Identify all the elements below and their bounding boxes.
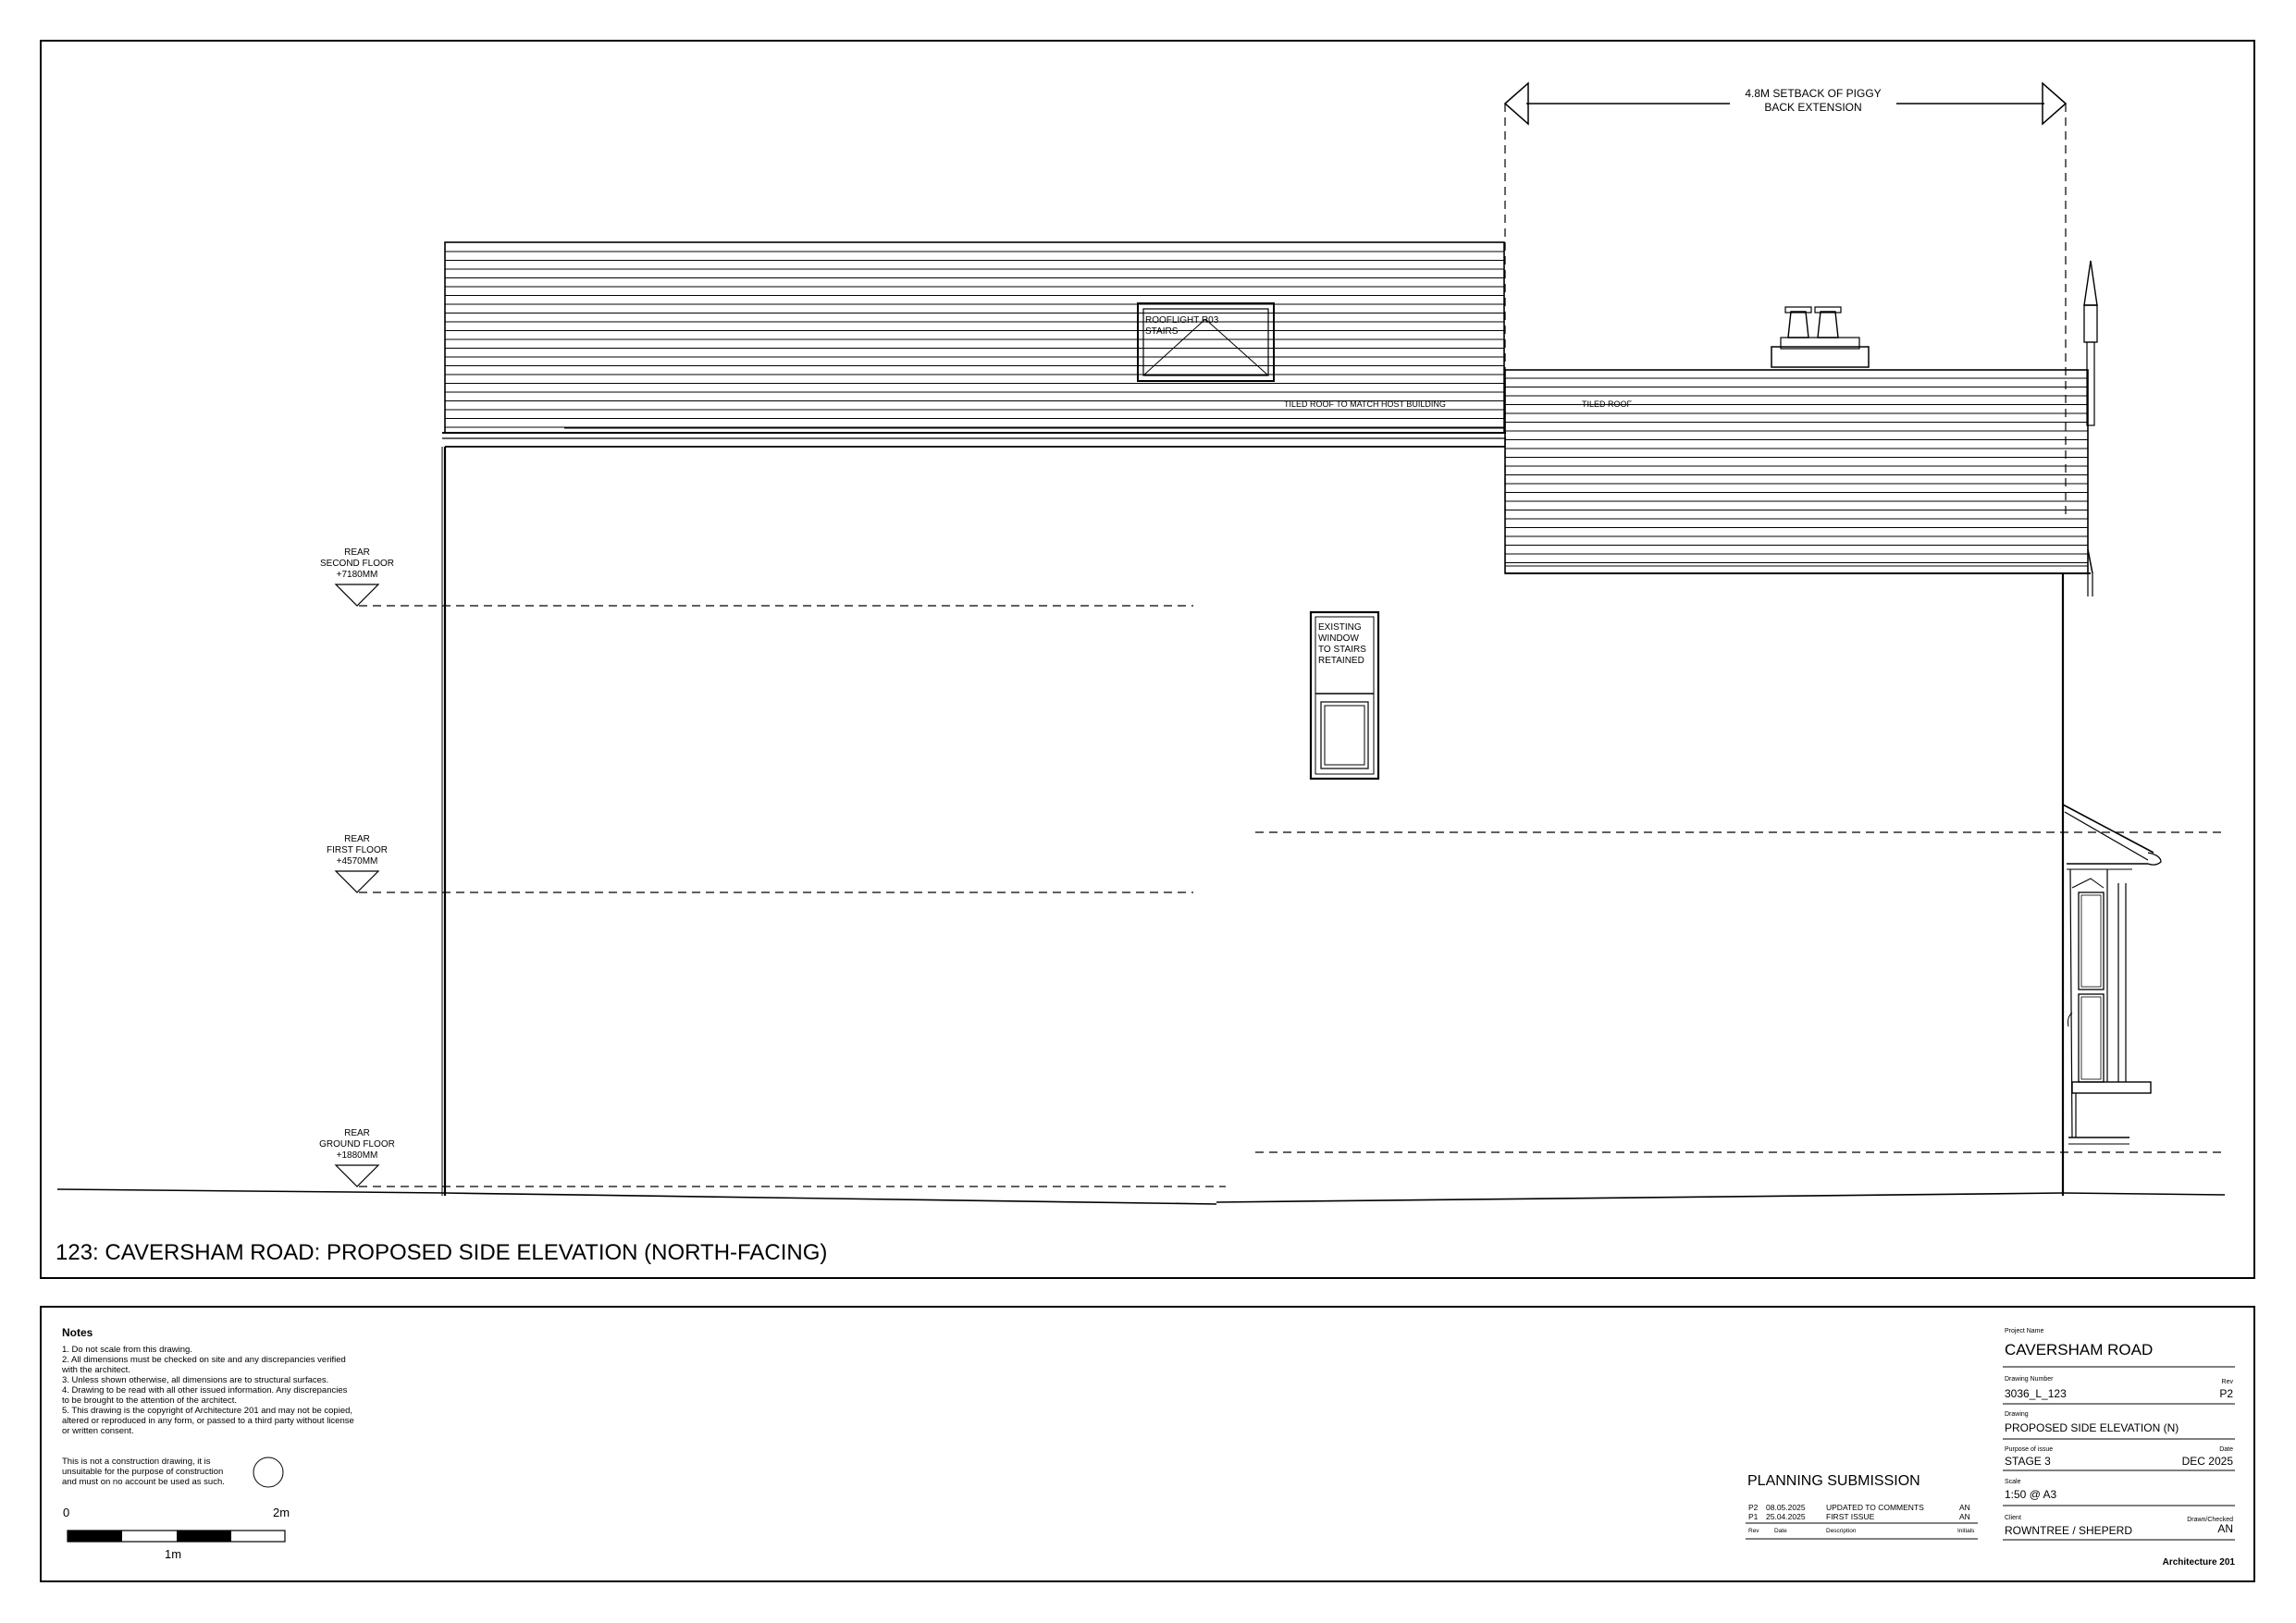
svg-text:Drawn/Checked: Drawn/Checked [2187,1517,2233,1523]
setback-dimension [1505,83,2066,518]
drawing-title: 123: CAVERSHAM ROAD: PROPOSED SIDE ELEVATION (NORTH-FACING) [56,1240,828,1265]
svg-text:08.05.2025: 08.05.2025 [1766,1503,1806,1512]
tiled-roof-host-label: TILED ROOF TO MATCH HOST BUILDING [1284,400,1446,409]
svg-text:UPDATED TO COMMENTS: UPDATED TO COMMENTS [1826,1503,1924,1512]
svg-text:2m: 2m [273,1506,290,1519]
drawing-name: PROPOSED SIDE ELEVATION (N) [2005,1421,2179,1434]
date-value: DEC 2025 [2181,1455,2233,1468]
svg-text:to be brought to the attention: to be brought to the attention of the architect. [62,1396,238,1406]
ground-line [57,1189,2225,1204]
client-value: ROWNTREE / SHEPERD [2005,1524,2133,1537]
revision-table [1746,1473,1978,1539]
svg-text:Date: Date [2219,1446,2233,1453]
svg-text:REAR: REAR [344,834,370,844]
svg-text:1m: 1m [165,1547,182,1561]
svg-text:FIRST FLOOR: FIRST FLOOR [327,845,388,855]
svg-text:Initials: Initials [1957,1528,1975,1534]
svg-text:25.04.2025: 25.04.2025 [1766,1512,1806,1521]
company-name: Architecture 201 [2162,1557,2235,1568]
finial [2084,261,2097,596]
warning-line-2: unsuitable for the purpose of construction [62,1467,224,1477]
host-roof [1284,370,2092,573]
svg-text:0: 0 [63,1506,70,1519]
svg-text:+1880MM: +1880MM [336,1150,378,1161]
status-label: PLANNING SUBMISSION [1747,1473,1920,1489]
title-strip-frame [41,1307,2254,1581]
rooflight-label-2: STAIRS [1145,326,1179,337]
svg-text:Description: Description [1826,1528,1857,1534]
setback-label-2: BACK EXTENSION [1764,101,1862,114]
project-name: CAVERSHAM ROAD [2005,1341,2154,1359]
svg-text:with the architect.: with the architect. [62,1365,130,1375]
svg-text:+4570MM: +4570MM [336,856,378,867]
svg-text:P2: P2 [1748,1503,1759,1512]
window-label-4: RETAINED [1318,656,1364,666]
rev-value: P2 [2219,1387,2233,1400]
svg-text:REAR: REAR [344,1128,370,1138]
svg-text:Scale: Scale [2005,1479,2021,1485]
drawing-frame [41,41,2254,1278]
svg-text:or written consent.: or written consent. [62,1426,134,1436]
svg-text:2. All dimensions must be chec: 2. All dimensions must be checked on site and any discrepancies verified [62,1355,346,1365]
notes [61,1326,354,1487]
svg-text:Purpose of issue: Purpose of issue [2005,1446,2054,1453]
svg-text:GROUND FLOOR: GROUND FLOOR [319,1139,395,1150]
window-label-3: TO STAIRS [1318,645,1366,655]
svg-text:Rev: Rev [2221,1379,2233,1385]
drawn-value: AN [2217,1522,2233,1535]
svg-text:Drawing: Drawing [2005,1411,2029,1418]
level-lines [359,606,2225,1187]
level-marker-ground [319,1128,395,1187]
svg-text:Client: Client [2005,1515,2021,1521]
warning-line-1: This is not a construction drawing, it is [62,1457,211,1467]
scale-bar [63,1506,290,1561]
svg-text:P1: P1 [1748,1512,1759,1521]
tiled-roof-label: TILED ROOF [1582,400,1633,409]
svg-text:3. Unless shown otherwise, all: 3. Unless shown otherwise, all dimensions are to structural surfaces. [62,1375,329,1385]
level-marker-second [320,547,394,606]
svg-text:Project Name: Project Name [2005,1328,2044,1334]
warning-line-3: and must on no account be used as such. [62,1477,225,1487]
window-label-2: WINDOW [1318,633,1359,644]
level-marker-first [327,834,388,892]
notes-heading: Notes [62,1326,93,1339]
window-label-1: EXISTING [1318,622,1362,633]
rooflight [1138,303,1274,381]
svg-text:AN: AN [1959,1512,1970,1521]
stamp-circle [253,1457,283,1487]
svg-text:+7180MM: +7180MM [336,570,378,580]
svg-text:altered or reproduced in any f: altered or reproduced in any form, or passed to a third party without license [62,1416,354,1426]
rooflight-label-1: ROOFLIGHT R03 [1145,315,1219,326]
setback-label-1: 4.8M SETBACK OF PIGGY [1745,87,1882,100]
scale-value: 1:50 @ A3 [2005,1488,2057,1501]
svg-text:FIRST ISSUE: FIRST ISSUE [1826,1512,1875,1521]
chimney [1771,307,1869,367]
bay-window [2063,805,2161,1144]
extension-wall [442,438,1505,1196]
svg-text:4. Drawing to be read with all: 4. Drawing to be read with all other issued information. Any discrepancies [62,1385,348,1396]
svg-text:REAR: REAR [344,547,370,558]
purpose-value: STAGE 3 [2005,1455,2051,1468]
svg-text:1. Do not scale from this draw: 1. Do not scale from this drawing. [62,1345,192,1355]
svg-text:Drawing Number: Drawing Number [2005,1376,2054,1383]
existing-window [1311,612,1378,779]
main-roof [442,242,1506,438]
svg-text:Date: Date [1774,1528,1787,1534]
title-block [2003,1328,2235,1568]
drawing-number: 3036_L_123 [2005,1387,2067,1400]
svg-text:AN: AN [1959,1503,1970,1512]
svg-text:5. This drawing is the copyrig: 5. This drawing is the copyright of Architecture 201 and may not be copied, [62,1406,353,1416]
svg-text:Rev: Rev [1748,1528,1759,1534]
svg-text:SECOND FLOOR: SECOND FLOOR [319,559,395,569]
